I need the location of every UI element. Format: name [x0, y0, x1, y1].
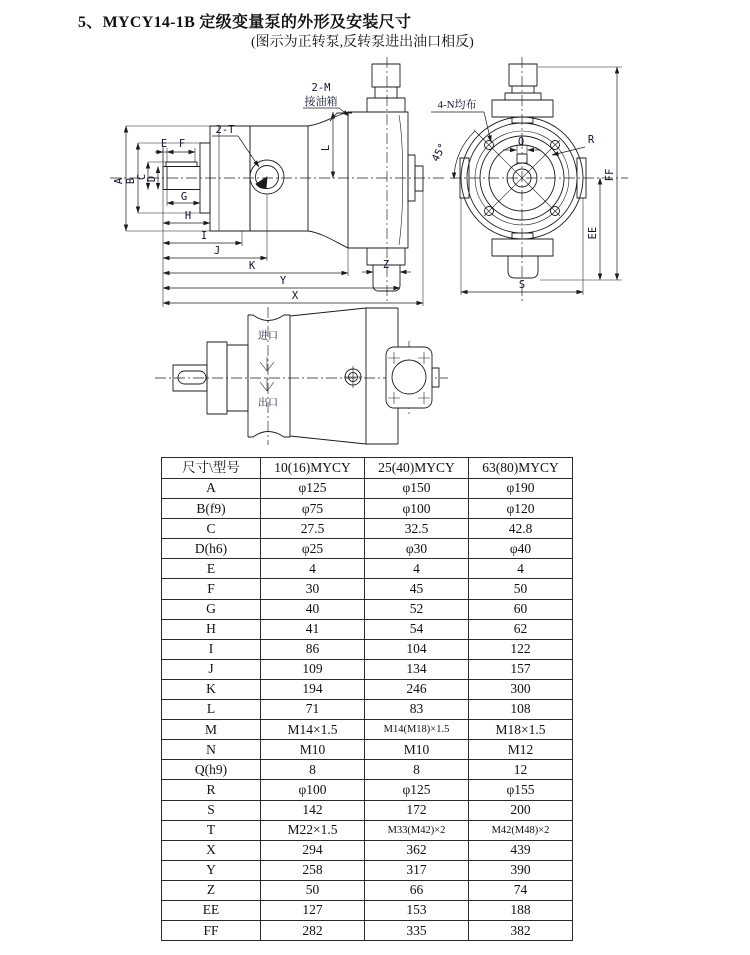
- dim-letter-cell: FF: [162, 921, 261, 941]
- dim-letter-cell: T: [162, 820, 261, 840]
- table-row: [162, 519, 573, 539]
- dim-letter-cell: Q(h9): [162, 760, 261, 780]
- top-port-label: 2-M: [311, 82, 331, 94]
- dim-value-cell: M42(M48)×2: [469, 820, 573, 840]
- table-row: [162, 579, 573, 599]
- page-subtitle: (图示为正转泵,反转泵进出油口相反): [251, 35, 474, 50]
- side-port-label: 2-T: [215, 124, 235, 136]
- dim-value-cell: 200: [469, 800, 573, 820]
- dim-letter-cell: H: [162, 619, 261, 639]
- dim-letter-cell: J: [162, 659, 261, 679]
- dim-value-cell: 74: [469, 880, 573, 900]
- dim-label-q: Q: [517, 136, 525, 148]
- dim-value-cell: 30: [261, 579, 365, 599]
- table-row: [162, 800, 573, 820]
- dim-value-cell: 50: [469, 579, 573, 599]
- dim-value-cell: φ120: [469, 499, 573, 519]
- angle-label: 45°: [429, 141, 450, 164]
- table-row: [162, 780, 573, 800]
- bolt-pattern-note: 4-N均布: [437, 99, 477, 111]
- dim-letter-cell: R: [162, 780, 261, 800]
- side-view: [160, 64, 423, 291]
- dim-label-b: B: [125, 177, 137, 185]
- dim-label-j: J: [213, 245, 221, 257]
- outlet-label: 出口: [258, 398, 278, 409]
- dim-value-cell: 12: [469, 760, 573, 780]
- dim-value-cell: 194: [261, 679, 365, 699]
- dim-value-cell: 66: [365, 880, 469, 900]
- dim-value-cell: 71: [261, 700, 365, 720]
- dim-label-ee: EE: [587, 226, 599, 240]
- header-model-1: 10(16)MYCY: [261, 458, 365, 479]
- dim-value-cell: 42.8: [469, 519, 573, 539]
- dim-label-g: G: [180, 191, 188, 203]
- dim-label-c: C: [136, 173, 148, 181]
- dim-value-cell: φ100: [261, 780, 365, 800]
- dim-value-cell: 300: [469, 679, 573, 699]
- engineering-drawing: [0, 55, 750, 455]
- dimension-table-body: [162, 479, 573, 941]
- dim-value-cell: 142: [261, 800, 365, 820]
- dim-value-cell: 54: [365, 619, 469, 639]
- dim-letter-cell: C: [162, 519, 261, 539]
- dim-letter-cell: G: [162, 599, 261, 619]
- dim-value-cell: 439: [469, 840, 573, 860]
- dim-letter-cell: N: [162, 740, 261, 760]
- inlet-label: 进口: [258, 331, 278, 342]
- dim-value-cell: 4: [365, 559, 469, 579]
- key-slot: [517, 154, 527, 163]
- dim-value-cell: 83: [365, 700, 469, 720]
- header-dim-model: 尺寸\型号: [162, 458, 261, 479]
- dim-value-cell: 52: [365, 599, 469, 619]
- dim-value-cell: φ40: [469, 539, 573, 559]
- dim-value-cell: 172: [365, 800, 469, 820]
- dim-value-cell: 258: [261, 860, 365, 880]
- table-header-row: [162, 458, 573, 479]
- dim-value-cell: φ125: [365, 780, 469, 800]
- dim-label-h: H: [184, 210, 192, 222]
- top-port-note: 接油箱: [304, 96, 338, 108]
- dim-value-cell: M33(M42)×2: [365, 820, 469, 840]
- dim-value-cell: φ100: [365, 499, 469, 519]
- dim-value-cell: 4: [469, 559, 573, 579]
- dim-letter-cell: A: [162, 479, 261, 499]
- table-row: [162, 619, 573, 639]
- table-row: [162, 539, 573, 559]
- dim-label-f: F: [178, 138, 186, 150]
- dim-value-cell: 188: [469, 900, 573, 920]
- dim-value-cell: φ190: [469, 479, 573, 499]
- dim-letter-cell: D(h6): [162, 539, 261, 559]
- front-view: [460, 64, 586, 278]
- dim-letter-cell: B(f9): [162, 499, 261, 519]
- dim-value-cell: 27.5: [261, 519, 365, 539]
- table-row: [162, 820, 573, 840]
- dim-value-cell: φ25: [261, 539, 365, 559]
- dim-value-cell: 109: [261, 659, 365, 679]
- table-row: [162, 700, 573, 720]
- dim-label-l: L: [320, 144, 332, 152]
- dim-value-cell: 335: [365, 921, 469, 941]
- dim-letter-cell: K: [162, 679, 261, 699]
- bolt-note-leader: [431, 112, 491, 142]
- dim-label-ff: FF: [604, 168, 616, 182]
- dim-label-e: E: [160, 138, 168, 150]
- dim-value-cell: φ155: [469, 780, 573, 800]
- dim-value-cell: 40: [261, 599, 365, 619]
- dim-value-cell: 8: [365, 760, 469, 780]
- dim-value-cell: 32.5: [365, 519, 469, 539]
- dim-letter-cell: E: [162, 559, 261, 579]
- dim-label-s: S: [518, 279, 526, 291]
- dim-value-cell: 282: [261, 921, 365, 941]
- dim-label-k: K: [248, 260, 256, 272]
- dim-value-cell: 8: [261, 760, 365, 780]
- dim-letter-cell: M: [162, 720, 261, 740]
- port-wedge: [256, 177, 267, 189]
- drawing-labels: [113, 82, 616, 409]
- dim-value-cell: 4: [261, 559, 365, 579]
- dim-value-cell: M14×1.5: [261, 720, 365, 740]
- table-row: [162, 880, 573, 900]
- centerlines: [110, 57, 628, 445]
- dim-letter-cell: EE: [162, 900, 261, 920]
- dim-label-a: A: [113, 177, 125, 185]
- dim-value-cell: 86: [261, 639, 365, 659]
- dim-letter-cell: X: [162, 840, 261, 860]
- dim-value-cell: M18×1.5: [469, 720, 573, 740]
- dim-value-cell: 317: [365, 860, 469, 880]
- table-row: [162, 479, 573, 499]
- dim-letter-cell: I: [162, 639, 261, 659]
- dim-value-cell: 122: [469, 639, 573, 659]
- table-row: [162, 760, 573, 780]
- dim-letter-cell: Y: [162, 860, 261, 880]
- top-view: [173, 308, 439, 444]
- dim-label-y: Y: [279, 275, 287, 287]
- header-model-3: 63(80)MYCY: [469, 458, 573, 479]
- page-title: 5、MYCY14-1B 定级变量泵的外形及安装尺寸: [78, 14, 412, 31]
- table-row: [162, 860, 573, 880]
- flow-arrow: [260, 357, 274, 391]
- table-row: [162, 559, 573, 579]
- dim-value-cell: 134: [365, 659, 469, 679]
- dim-value-cell: 127: [261, 900, 365, 920]
- dim-value-cell: M22×1.5: [261, 820, 365, 840]
- dim-value-cell: 390: [469, 860, 573, 880]
- dim-value-cell: 153: [365, 900, 469, 920]
- dim-value-cell: φ150: [365, 479, 469, 499]
- dim-value-cell: 45: [365, 579, 469, 599]
- dim-value-cell: 362: [365, 840, 469, 860]
- dim-value-cell: 157: [469, 659, 573, 679]
- dim-label-r: R: [587, 134, 595, 146]
- header-model-2: 25(40)MYCY: [365, 458, 469, 479]
- dim-value-cell: 294: [261, 840, 365, 860]
- table-row: [162, 499, 573, 519]
- dim-value-cell: φ125: [261, 479, 365, 499]
- table-row: [162, 720, 573, 740]
- dimension-table: [161, 457, 573, 941]
- table-row: [162, 740, 573, 760]
- dim-letter-cell: F: [162, 579, 261, 599]
- dim-value-cell: 108: [469, 700, 573, 720]
- dim-label-d: D: [146, 175, 158, 183]
- table-row: [162, 599, 573, 619]
- table-row: [162, 679, 573, 699]
- dim-value-cell: 41: [261, 619, 365, 639]
- table-row: [162, 639, 573, 659]
- dim-value-cell: M12: [469, 740, 573, 760]
- dim-value-cell: 50: [261, 880, 365, 900]
- dim-value-cell: M14(M18)×1.5: [365, 720, 469, 740]
- dim-letter-cell: Z: [162, 880, 261, 900]
- dim-letter-cell: S: [162, 800, 261, 820]
- table-row: [162, 921, 573, 941]
- table-row: [162, 659, 573, 679]
- dim-value-cell: M10: [365, 740, 469, 760]
- dim-value-cell: M10: [261, 740, 365, 760]
- dim-label-x: X: [291, 290, 299, 302]
- dim-value-cell: φ75: [261, 499, 365, 519]
- dim-value-cell: 382: [469, 921, 573, 941]
- table-row: [162, 900, 573, 920]
- dim-value-cell: 60: [469, 599, 573, 619]
- dim-value-cell: 104: [365, 639, 469, 659]
- dim-value-cell: 62: [469, 619, 573, 639]
- table-row: [162, 840, 573, 860]
- dim-value-cell: 246: [365, 679, 469, 699]
- dim-letter-cell: L: [162, 700, 261, 720]
- dim-label-z: Z: [382, 259, 390, 271]
- 2m-leader: [303, 108, 349, 116]
- dim-value-cell: φ30: [365, 539, 469, 559]
- dim-label-i: I: [200, 230, 208, 242]
